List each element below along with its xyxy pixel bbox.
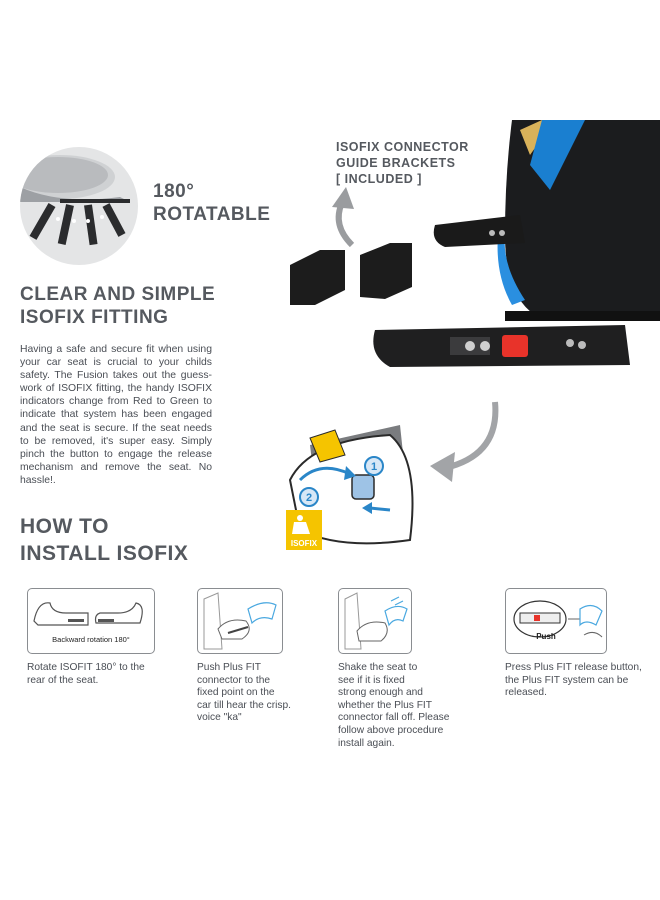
step-3-line: install again. [338,737,395,749]
step-4-caption: Push [536,632,556,641]
guide-brackets [290,243,412,305]
step-2-line: Push Plus FIT [197,662,261,673]
rotation-photo [20,147,138,265]
step-4-line: the Plus FIT system can be [505,674,629,686]
isofix-badge-text: ISOFIX [290,539,318,548]
step-3-line: strong enough and [338,687,423,699]
step-4-line: Press Plus FIT release button, [505,662,642,673]
bracket-label-line3: [ INCLUDED ] [336,172,422,186]
bracket-label-line2: GUIDE BRACKETS [336,156,456,170]
rotatable-word: ROTATABLE [153,204,271,225]
rotatable-degree: 180° [153,181,195,202]
curved-arrow-up-icon [339,203,352,245]
step-3-line: whether the Plus FIT [338,699,432,711]
isofix-seat-illustration [280,115,660,375]
isofix-detail-illustration [280,400,500,580]
step-1-line: Rotate ISOFIT 180° to the [27,662,145,673]
bracket-label-line1: ISOFIX CONNECTOR [336,140,469,154]
clear-fitting-title [20,283,260,329]
step-2-text [197,662,317,725]
step-1-line: rear of the seat. [27,674,99,686]
step-2-line: fixed point on the [197,687,275,699]
clear-title-line1: CLEAR AND SIMPLE [20,284,216,305]
step-2-line: car till hear the crisp. [197,699,291,711]
step-4-text [505,662,655,700]
step2-number: 2 [305,492,313,504]
howto-title-line1: HOW TO [20,515,109,538]
step-2-line: voice "ka" [197,712,242,724]
step-3-line: connector fall off. Please [338,712,450,724]
step-2-illustration [197,588,283,654]
fitting-description: Having a safe and secure fit when using your car seat is crucial to your childs safety. The Fusion takes out the guess-work of ISOFIX fitting, the handy ISOFIX indicators change from Red to Green to indicate that system has been engaged and the seat is secure. If the seat needs to be removed, it's super easy. Simply pinch the button to engage the release mechanism and remove the seat. No hassle!. [20,344,212,486]
step-3-line: see if it is fixed [338,674,405,686]
howto-title [20,513,260,567]
step-3-illustration [338,588,412,654]
step-3-line: follow above procedure [338,724,444,736]
step-1-text [27,662,167,687]
rotatable-label [153,180,283,226]
step-4-illustration [505,588,607,654]
step-4-line: released. [505,687,547,699]
step1-number: 1 [370,461,378,473]
clear-title-line2: ISOFIX FITTING [20,307,169,328]
step-1-illustration [27,588,155,654]
howto-title-line2: INSTALL ISOFIX [20,542,189,565]
step-2-line: connector to the [197,674,271,686]
step-1-caption: Backward rotation 180° [52,635,130,644]
isofix-indicator-red [502,335,528,357]
step-3-text [338,662,478,750]
step-3-line: Shake the seat to [338,662,418,673]
